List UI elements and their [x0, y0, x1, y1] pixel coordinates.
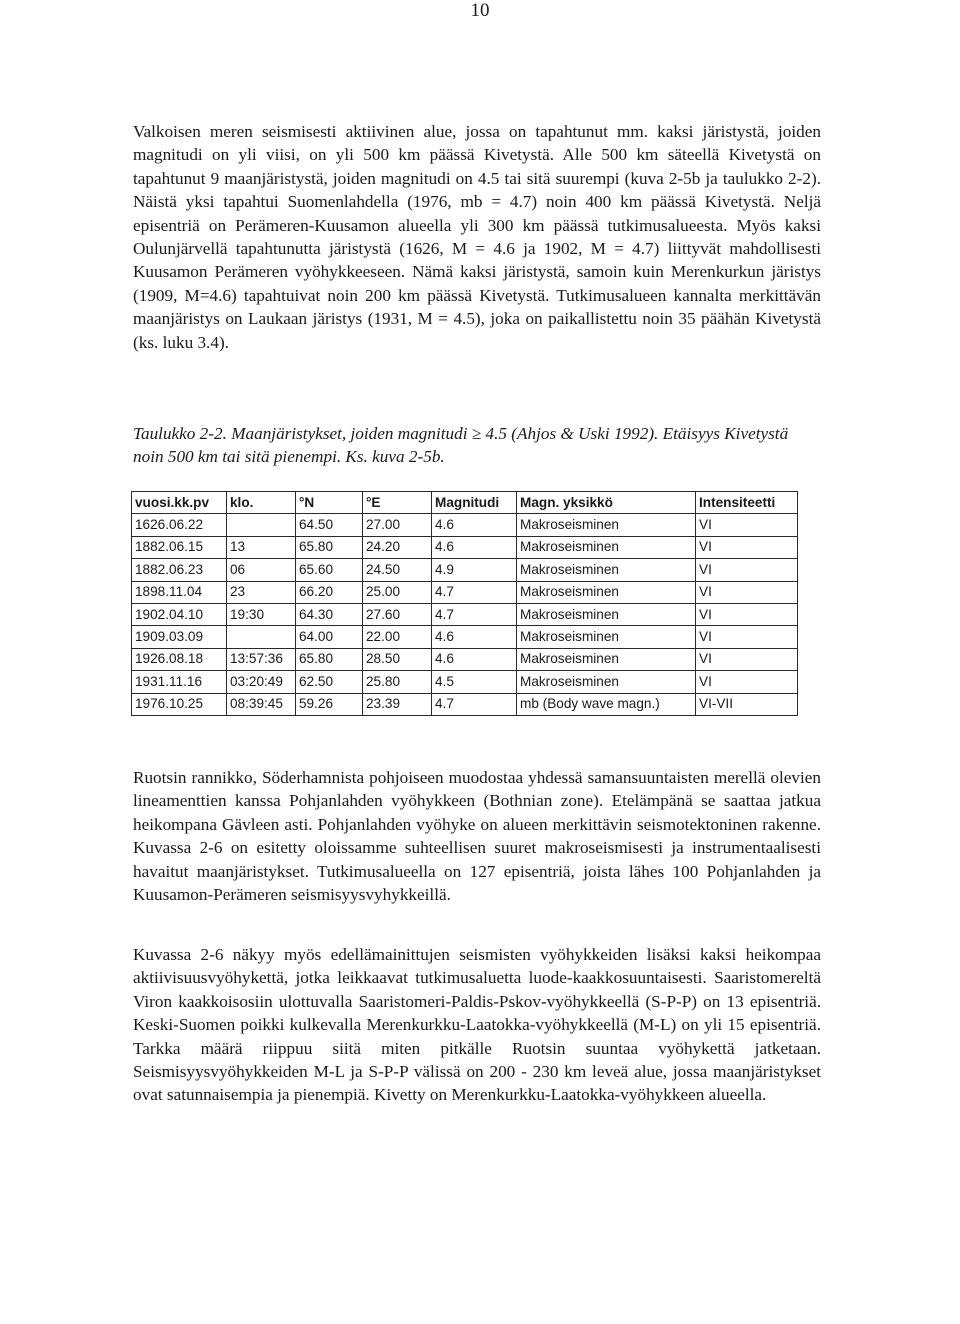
- table-cell-magnitude: 4.7: [432, 603, 517, 625]
- table-cell-longitude: 25.80: [363, 671, 432, 693]
- table-cell-latitude: 59.26: [296, 693, 363, 715]
- table-cell-magnitude-unit: Makroseisminen: [517, 671, 696, 693]
- table-cell-date: 1909.03.09: [132, 626, 227, 648]
- table-cell-magnitude: 4.6: [432, 536, 517, 558]
- table-row: [132, 559, 798, 581]
- column-header-time: klo.: [227, 492, 296, 514]
- table-cell-date: 1902.04.10: [132, 603, 227, 625]
- table-cell-magnitude-unit: Makroseisminen: [517, 648, 696, 670]
- table-cell-time: 06: [227, 559, 296, 581]
- table-cell-intensity: VI: [696, 581, 798, 603]
- table-cell-longitude: 24.50: [363, 559, 432, 581]
- paragraph-weaker-zones: Kuvassa 2-6 näkyy myös edellämainittujen seismisten vyöhykkeiden lisäksi kaksi heikompaa aktiivisuusvyöhykettä, jotka leikkaavat tutkimusaluetta luode-kaakkosuuntaisesti. Saaristomereltä Viron kaakkoisosiin ulottuvalla Saaristomeri-Paldis-Pskov-vyöhykkeellä (S-P-P) on 13 episentriä. Keski-Suomen poikki kulkevalla Merenkurkku-Laatokka-vyöhykkeellä (M-L) on yli 15 episentriä. Tarkka määrä riippuu siitä miten pitkälle Ruotsin suuntaa vyöhykettä jatketaan. Seismisyysvyöhykkeiden M-L ja S-P-P välissä on 200 - 230 km leveä alue, jossa maanjäristykset ovat satunnaisempia ja pienempiä. Kivetty on Merenkurkku-Laatokka-vyöhykkeen alueella.: [133, 945, 821, 1105]
- table-cell-magnitude: 4.7: [432, 693, 517, 715]
- table-body: [132, 514, 798, 716]
- table-cell-latitude: 64.00: [296, 626, 363, 648]
- table-cell-intensity: VI: [696, 648, 798, 670]
- table-cell-date: 1882.06.23: [132, 559, 227, 581]
- table-cell-latitude: 62.50: [296, 671, 363, 693]
- table-cell-magnitude: 4.6: [432, 514, 517, 536]
- table-caption: Taulukko 2-2. Maanjäristykset, joiden magnitudi ≥ 4.5 (Ahjos & Uski 1992). Etäisyys Kivetystä noin 500 km tai sitä pienempi. Ks. kuva 2-5b.: [133, 424, 789, 467]
- table-row: [132, 693, 798, 715]
- table-cell-time: 03:20:49: [227, 671, 296, 693]
- table-cell-longitude: 28.50: [363, 648, 432, 670]
- table-row: [132, 648, 798, 670]
- page-number: 10: [470, 0, 490, 21]
- table-cell-latitude: 65.60: [296, 559, 363, 581]
- table-cell-magnitude: 4.6: [432, 626, 517, 648]
- table-cell-intensity: VI: [696, 536, 798, 558]
- table-cell-date: 1882.06.15: [132, 536, 227, 558]
- table-cell-magnitude-unit: Makroseisminen: [517, 559, 696, 581]
- table-cell-longitude: 23.39: [363, 693, 432, 715]
- table-row: [132, 536, 798, 558]
- column-header-longitude: °E: [363, 492, 432, 514]
- table-cell-longitude: 22.00: [363, 626, 432, 648]
- table-cell-intensity: VI-VII: [696, 693, 798, 715]
- table-cell-latitude: 65.80: [296, 648, 363, 670]
- column-header-intensity: Intensiteetti: [696, 492, 798, 514]
- table-row: [132, 514, 798, 536]
- table-cell-intensity: VI: [696, 559, 798, 581]
- table-cell-intensity: VI: [696, 626, 798, 648]
- table-cell-magnitude: 4.7: [432, 581, 517, 603]
- column-header-date: vuosi.kk.pv: [132, 492, 227, 514]
- column-header-magnitude-unit: Magn. yksikkö: [517, 492, 696, 514]
- table-cell-magnitude-unit: Makroseisminen: [517, 603, 696, 625]
- table-cell-magnitude-unit: Makroseisminen: [517, 581, 696, 603]
- table-cell-intensity: VI: [696, 514, 798, 536]
- table-cell-date: 1926.08.18: [132, 648, 227, 670]
- table-row: [132, 603, 798, 625]
- table-cell-date: 1931.11.16: [132, 671, 227, 693]
- column-header-magnitude: Magnitudi: [432, 492, 517, 514]
- table-cell-time: 23: [227, 581, 296, 603]
- table-cell-magnitude-unit: Makroseisminen: [517, 626, 696, 648]
- table-cell-latitude: 64.50: [296, 514, 363, 536]
- table-cell-date: 1898.11.04: [132, 581, 227, 603]
- table-cell-latitude: 65.80: [296, 536, 363, 558]
- paragraph-seismic-zones: Valkoisen meren seismisesti aktiivinen alue, jossa on tapahtunut mm. kaksi järistystä, joiden magnitudi on yli viisi, on yli 500 km päässä Kivetystä. Alle 500 km säteellä Kivetystä on tapahtunut 9 maanjäristystä, joiden magnitudi on 4.5 tai sitä suurempi (kuva 2-5b ja taulukko 2-2). Näistä yksi tapahtui Suomenlahdella (1976, mb = 4.7) noin 400 km päässä Kivetystä. Neljä episentriä on Perämeren-Kuusamon alueella yli 300 km päässä tutkimusalueesta. Myös kaksi Oulunjärvellä tapahtunutta järistystä (1626, M = 4.6 ja 1902, M = 4.7) liittyvät mahdollisesti Kuusamon Perämeren vyöhykkeeseen. Nämä kaksi järistystä, samoin kuin Merenkurkun järistys (1909, M=4.6) tapahtuivat noin 200 km päässä Kivetystä. Tutkimusalueen kannalta merkittävän maanjäristys on Laukaan järistys (1931, M = 4.5), joka on paikallistettu noin 35 päähän Kivetystä (ks. luku 3.4).: [133, 122, 821, 352]
- table-cell-magnitude: 4.6: [432, 648, 517, 670]
- table-cell-intensity: VI: [696, 671, 798, 693]
- table-cell-magnitude-unit: Makroseisminen: [517, 514, 696, 536]
- table-cell-latitude: 64.30: [296, 603, 363, 625]
- table-cell-magnitude: 4.5: [432, 671, 517, 693]
- table-cell-longitude: 24.20: [363, 536, 432, 558]
- table-cell-latitude: 66.20: [296, 581, 363, 603]
- table-cell-time: [227, 514, 296, 536]
- column-header-latitude: °N: [296, 492, 363, 514]
- table-row: [132, 581, 798, 603]
- table-cell-time: 08:39:45: [227, 693, 296, 715]
- table-cell-time: [227, 626, 296, 648]
- table-cell-date: 1976.10.25: [132, 693, 227, 715]
- table-row: [132, 626, 798, 648]
- table-header-row: [132, 492, 798, 514]
- table-cell-time: 13:57:36: [227, 648, 296, 670]
- table-row: [132, 671, 798, 693]
- table-cell-magnitude: 4.9: [432, 559, 517, 581]
- table-cell-longitude: 25.00: [363, 581, 432, 603]
- table-cell-intensity: VI: [696, 603, 798, 625]
- table-cell-time: 19:30: [227, 603, 296, 625]
- table-cell-date: 1626.06.22: [132, 514, 227, 536]
- paragraph-bothnian-zone: Ruotsin rannikko, Söderhamnista pohjoiseen muodostaa yhdessä samansuuntaisten merellä olevien lineamenttien kanssa Pohjanlahden vyöhykkeen (Bothnian zone). Etelämpänä se saattaa jatkua heikompana Gävleen asti. Pohjanlahden vyöhyke on alueen merkittävin seismotektoninen rakenne. Kuvassa 2-6 on esitetty oloissamme suhteellisen suuret makroseismisesti ja instrumentaalisesti havaitut maanjäristykset. Tutkimusalueella on 127 episentriä, joista lähes 100 Pohjanlahden ja Kuusamon-Perämeren seismisyysvyhykkeillä.: [133, 768, 821, 905]
- table-cell-longitude: 27.00: [363, 514, 432, 536]
- earthquake-table: [131, 491, 798, 716]
- table-cell-magnitude-unit: Makroseisminen: [517, 536, 696, 558]
- table-cell-time: 13: [227, 536, 296, 558]
- table-cell-magnitude-unit: mb (Body wave magn.): [517, 693, 696, 715]
- table-cell-longitude: 27.60: [363, 603, 432, 625]
